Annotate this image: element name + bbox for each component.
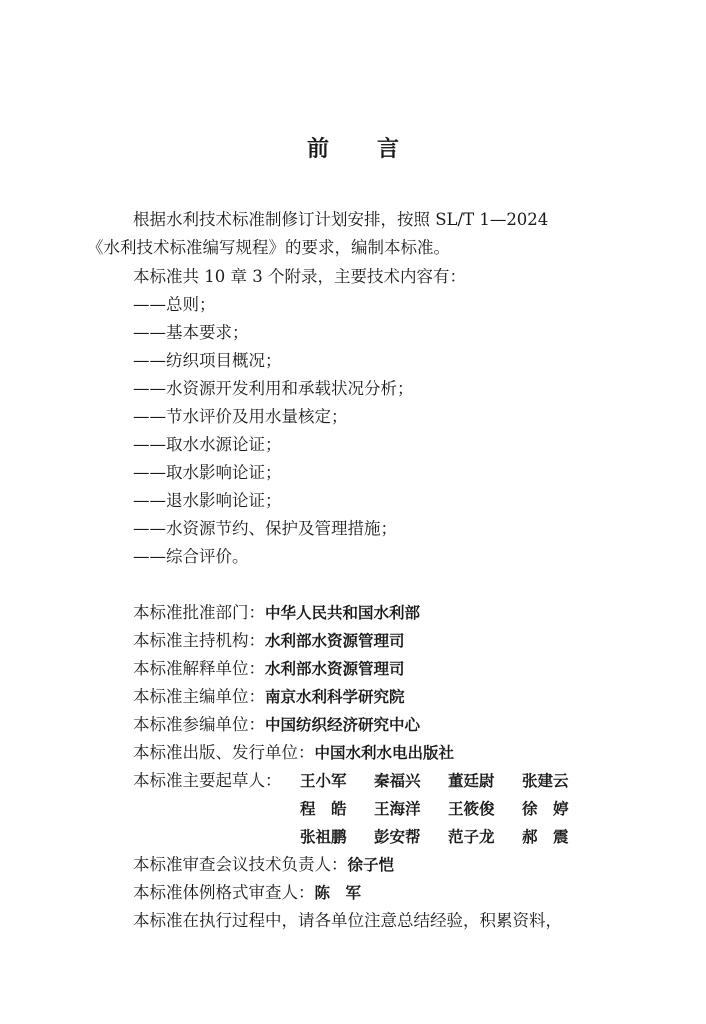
- intro-line-2: 《水利技术标准编写规程》的要求，编制本标准。: [87, 238, 450, 257]
- list-item: ——退水影响论证；: [133, 491, 282, 510]
- interpret-value: 水利部水资源管理司: [265, 660, 405, 678]
- list-item: ——总则；: [133, 295, 216, 314]
- list-item: ——纺织项目概况；: [133, 351, 282, 370]
- co-editor-value: 中国纺织经济研究中心: [265, 716, 421, 734]
- review-label: 本标准审查会议技术负责人：: [133, 855, 348, 874]
- list-item: ——取水影响论证；: [133, 463, 282, 482]
- intro-line-3: 本标准共 10 章 3 个附录，主要技术内容有：: [133, 267, 466, 286]
- drafter-name: 张建云: [522, 772, 569, 790]
- publisher-value: 中国水利水电出版社: [314, 744, 455, 762]
- host-label: 本标准主持机构：: [133, 631, 265, 650]
- publisher-row: [133, 743, 454, 763]
- review-row: [133, 855, 394, 875]
- drafter-name: 程 皓: [300, 800, 347, 818]
- drafters-label: 本标准主要起草人：: [133, 771, 282, 790]
- list-item: ——基本要求；: [133, 323, 249, 342]
- format-review-value: 陈 军: [314, 884, 362, 902]
- drafter-name: 徐 婷: [522, 800, 569, 818]
- format-review-label: 本标准体例格式审查人：: [133, 883, 315, 902]
- publisher-label: 本标准出版、发行单位：: [133, 743, 315, 762]
- review-value: 徐子恺: [347, 856, 395, 874]
- co-editor-label: 本标准参编单位：: [133, 715, 265, 734]
- drafter-name: 范子龙: [448, 828, 495, 846]
- title-char-1: 前: [306, 137, 329, 162]
- drafter-name: 张祖鹏: [300, 828, 347, 846]
- list-item: ——综合评价。: [133, 547, 249, 566]
- title-char-2: 言: [377, 137, 400, 162]
- drafter-name: 王筱俊: [448, 800, 495, 818]
- list-item: ——水资源节约、保护及管理措施；: [133, 519, 397, 538]
- drafter-name: 秦福兴: [374, 772, 421, 790]
- drafters-row-2: [300, 799, 569, 819]
- approve-label: 本标准批准部门：: [133, 603, 265, 622]
- chief-editor-row: [133, 687, 405, 707]
- chief-editor-label: 本标准主编单位：: [133, 687, 265, 706]
- drafter-name: 王小军: [300, 772, 347, 790]
- approve-value: 中华人民共和国水利部: [265, 604, 421, 622]
- list-item: ——水资源开发利用和承载状况分析；: [133, 379, 414, 398]
- list-item: ——节水评价及用水量核定；: [133, 407, 348, 426]
- drafter-name: 郝 震: [522, 828, 569, 846]
- list-item: ——取水水源论证；: [133, 435, 282, 454]
- intro-line-1: 根据水利技术标准制修订计划安排，按照 SL/T 1—2024: [133, 210, 549, 229]
- drafter-name: 王海洋: [374, 800, 421, 818]
- co-editor-row: [133, 715, 420, 735]
- interpret-label: 本标准解释单位：: [133, 659, 265, 678]
- host-row: [133, 631, 405, 651]
- approve-row: [133, 603, 420, 623]
- closing-line: 本标准在执行过程中，请各单位注意总结经验，积累资料，: [133, 911, 562, 930]
- page-title: [0, 132, 706, 163]
- interpret-row: [133, 659, 405, 679]
- drafter-name: 彭安帮: [374, 828, 421, 846]
- host-value: 水利部水资源管理司: [265, 632, 405, 650]
- format-review-row: [133, 883, 361, 903]
- drafters-row-1: [300, 771, 569, 791]
- drafter-name: 董廷尉: [448, 772, 495, 790]
- chief-editor-value: 南京水利科学研究院: [265, 688, 405, 706]
- drafters-row-3: [300, 827, 569, 847]
